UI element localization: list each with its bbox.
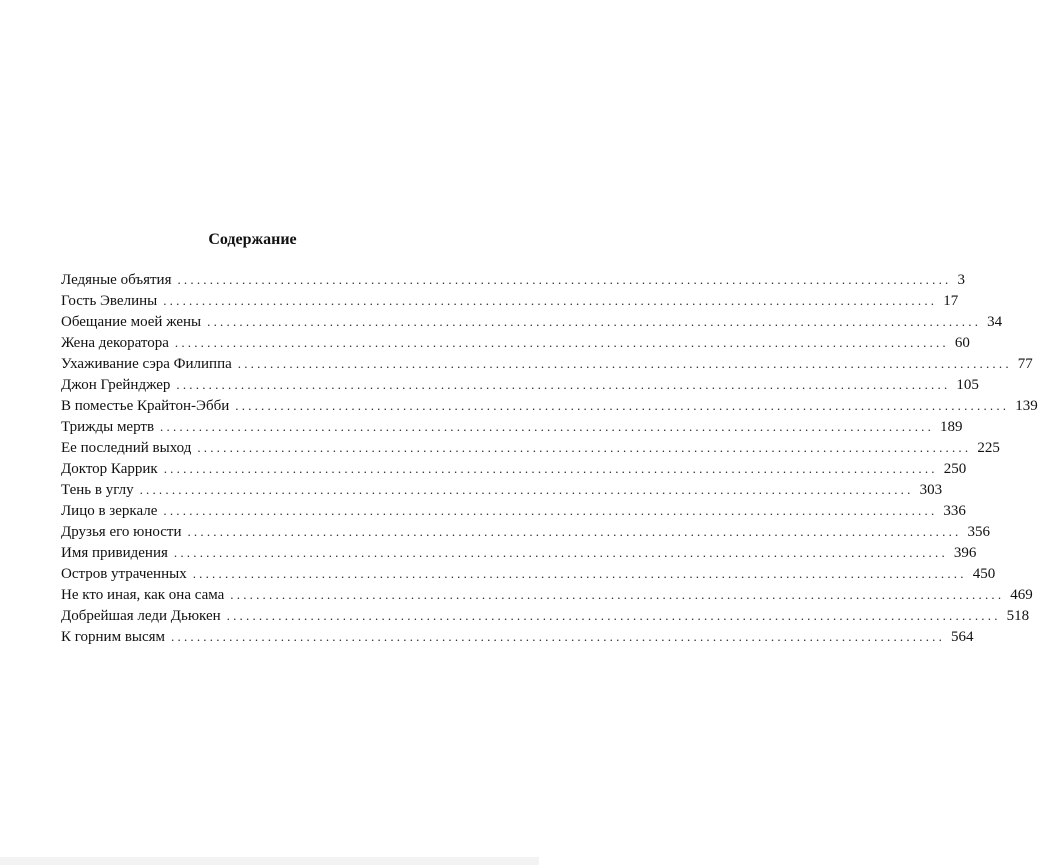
toc-entry-title: Ухаживание сэра Филиппа (61, 356, 232, 372)
toc-entry-page-number: 396 (953, 545, 977, 561)
dot-leader: ........................................................................................................................ (207, 314, 982, 329)
dot-leader: ........................................................................................................................ (176, 377, 951, 392)
dot-leader: ........................................................................................................................ (187, 524, 962, 539)
page-bottom-edge (0, 857, 539, 865)
toc-entry-title: Имя привидения (61, 545, 168, 561)
toc-entry-title: Гость Эвелины (61, 293, 158, 309)
toc-entry-title: Доктор Каррик (61, 461, 158, 477)
toc-entry-page-number: 336 (943, 503, 966, 519)
toc-entry-page-number: 250 (943, 461, 967, 477)
toc-entry-page-number: 469 (1010, 587, 1033, 603)
toc-entry-page-number: 189 (940, 419, 963, 435)
toc-entry-title: В поместье Крайтон-Эбби (61, 398, 230, 414)
toc-entry (61, 479, 943, 500)
dot-leader: ........................................................................................................................ (192, 566, 967, 581)
toc-entry (61, 353, 1033, 374)
dot-leader: ........................................................................................................................ (163, 461, 938, 476)
toc-entry-page-number: 77 (1017, 356, 1033, 372)
toc-entry-title: Не кто иная, как она сама (61, 587, 225, 603)
toc-entry (61, 626, 974, 647)
toc-entry (61, 269, 965, 290)
toc-entry-page-number: 139 (1015, 398, 1038, 414)
dot-leader: ........................................................................................................................ (197, 440, 972, 455)
toc-heading: Содержание (208, 231, 297, 248)
toc-entry-title: Обещание моей жены (61, 314, 202, 330)
toc-entry-title: Друзья его юности (61, 524, 182, 540)
toc-entry-page-number: 105 (956, 377, 979, 393)
toc-entry-title: Ее последний выход (61, 440, 192, 456)
dot-leader: ........................................................................................................................ (163, 503, 938, 518)
dot-leader: ........................................................................................................................ (171, 629, 946, 644)
toc-entry (61, 500, 966, 521)
toc-entry-title: Лицо в зеркале (61, 503, 158, 519)
toc-entry-title: Тень в углу (61, 482, 134, 498)
toc-entry (61, 395, 1038, 416)
toc-entry-page-number: 303 (919, 482, 943, 498)
dot-leader: ........................................................................................................................ (235, 398, 1010, 413)
toc-entry-title: Жена декоратора (61, 335, 169, 351)
toc-entry-page-number: 225 (977, 440, 1000, 456)
dot-leader: ........................................................................................................................ (230, 587, 1005, 602)
toc-entry (61, 437, 1000, 458)
toc-entry-title: К горним высям (61, 629, 166, 645)
dot-leader: ........................................................................................................................ (177, 272, 952, 287)
toc-entry (61, 416, 963, 437)
toc-entry-page-number: 518 (1006, 608, 1030, 624)
toc-entry (61, 542, 977, 563)
toc-entry-page-number: 34 (987, 314, 1003, 330)
dot-leader: ........................................................................................................................ (163, 293, 938, 308)
table-of-contents (61, 269, 1038, 647)
dot-leader: ........................................................................................................................ (174, 335, 949, 350)
toc-entry-title: Ледяные объятия (61, 272, 172, 288)
toc-entry-page-number: 450 (972, 566, 996, 582)
dot-leader: ........................................................................................................................ (160, 419, 935, 434)
toc-entry-page-number: 564 (951, 629, 974, 645)
toc-entry-title: Джон Грейнджер (61, 377, 171, 393)
toc-entry (61, 605, 1030, 626)
toc-entry-page-number: 17 (943, 293, 959, 309)
toc-entry (61, 374, 979, 395)
toc-entry-title: Добрейшая леди Дьюкен (61, 608, 221, 624)
toc-entry (61, 332, 970, 353)
dot-leader: ........................................................................................................................ (173, 545, 948, 560)
dot-leader: ........................................................................................................................ (139, 482, 914, 497)
dot-leader: ........................................................................................................................ (226, 608, 1001, 623)
dot-leader: ........................................................................................................................ (237, 356, 1012, 371)
toc-entry-page-number: 356 (967, 524, 990, 540)
toc-entry (61, 290, 959, 311)
toc-entry (61, 584, 1033, 605)
toc-entry-title: Остров утраченных (61, 566, 187, 582)
toc-entry (61, 521, 990, 542)
toc-entry (61, 311, 1003, 332)
toc-entry (61, 563, 996, 584)
toc-entry-page-number: 3 (957, 272, 965, 288)
toc-entry (61, 458, 967, 479)
toc-entry-page-number: 60 (954, 335, 970, 351)
toc-entry-title: Трижды мертв (61, 419, 155, 435)
